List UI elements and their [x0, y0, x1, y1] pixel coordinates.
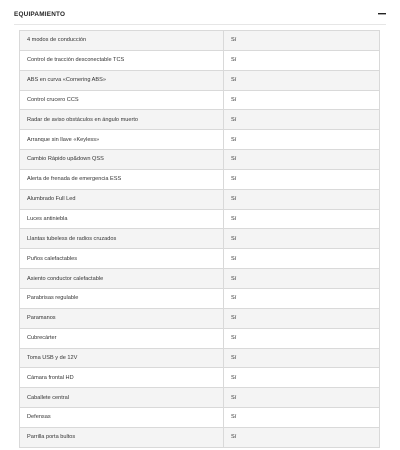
feature-name-cell: Caballete central — [20, 388, 224, 408]
feature-value-cell: Sí — [224, 70, 380, 90]
feature-name-cell: Luces antiniebla — [20, 209, 224, 229]
table-row — [20, 209, 380, 229]
feature-name-cell: 4 modos de conducción — [20, 31, 224, 51]
feature-value-cell: Sí — [224, 90, 380, 110]
feature-name-cell: Toma USB y de 12V — [20, 348, 224, 368]
feature-value-cell: Sí — [224, 408, 380, 428]
table-row — [20, 189, 380, 209]
feature-value-cell: Sí — [224, 249, 380, 269]
feature-name-cell: Alumbrado Full Led — [20, 189, 224, 209]
feature-name-cell: Radar de aviso obstáculos en ángulo muerto — [20, 110, 224, 130]
table-row — [20, 110, 380, 130]
feature-name-cell: Cambio Rápido up&down QSS — [20, 150, 224, 170]
table-row — [20, 388, 380, 408]
feature-name-cell: Alerta de frenada de emergencia ESS — [20, 169, 224, 189]
equipment-table-body — [20, 31, 380, 448]
feature-name-cell: ABS en curva «Cornering ABS» — [20, 70, 224, 90]
feature-value-cell: Sí — [224, 368, 380, 388]
feature-name-cell: Parabrisas regulable — [20, 288, 224, 308]
feature-value-cell: Sí — [224, 348, 380, 368]
feature-name-cell: Cámara frontal HD — [20, 368, 224, 388]
table-row — [20, 249, 380, 269]
feature-name-cell: Cubrecárter — [20, 328, 224, 348]
feature-value-cell: Sí — [224, 110, 380, 130]
table-row — [20, 90, 380, 110]
feature-value-cell: Sí — [224, 169, 380, 189]
table-row — [20, 229, 380, 249]
feature-name-cell: Asiento conductor calefactable — [20, 269, 224, 289]
table-row — [20, 31, 380, 51]
table-row — [20, 130, 380, 150]
feature-value-cell: Sí — [224, 427, 380, 447]
feature-value-cell: Sí — [224, 150, 380, 170]
feature-value-cell: Sí — [224, 229, 380, 249]
feature-value-cell: Sí — [224, 328, 380, 348]
table-row — [20, 150, 380, 170]
table-row — [20, 169, 380, 189]
feature-value-cell: Sí — [224, 308, 380, 328]
feature-value-cell: Sí — [224, 288, 380, 308]
feature-value-cell: Sí — [224, 130, 380, 150]
table-row — [20, 50, 380, 70]
table-row — [20, 348, 380, 368]
table-row — [20, 269, 380, 289]
feature-name-cell: Llantas tubeless de radios cruzados — [20, 229, 224, 249]
section-title: EQUIPAMIENTO — [14, 10, 66, 18]
feature-value-cell: Sí — [224, 269, 380, 289]
feature-value-cell: Sí — [224, 209, 380, 229]
feature-value-cell: Sí — [224, 388, 380, 408]
table-row — [20, 70, 380, 90]
table-row — [20, 288, 380, 308]
table-row — [20, 427, 380, 447]
collapse-minus-icon[interactable] — [374, 8, 386, 20]
feature-value-cell: Sí — [224, 189, 380, 209]
feature-name-cell: Arranque sin llave «Keyless» — [20, 130, 224, 150]
table-row — [20, 408, 380, 428]
equipment-section-header[interactable] — [14, 4, 386, 25]
feature-name-cell: Control crucero CCS — [20, 90, 224, 110]
feature-name-cell: Defensas — [20, 408, 224, 428]
table-row — [20, 368, 380, 388]
feature-name-cell: Paramanos — [20, 308, 224, 328]
feature-value-cell: Sí — [224, 50, 380, 70]
table-row — [20, 328, 380, 348]
feature-name-cell: Parrilla porta bultos — [20, 427, 224, 447]
minus-icon-glyph — [378, 13, 386, 15]
equipment-table — [19, 30, 380, 448]
feature-name-cell: Puños calefactables — [20, 249, 224, 269]
table-row — [20, 308, 380, 328]
feature-value-cell: Sí — [224, 31, 380, 51]
feature-name-cell: Control de tracción desconectable TCS — [20, 50, 224, 70]
